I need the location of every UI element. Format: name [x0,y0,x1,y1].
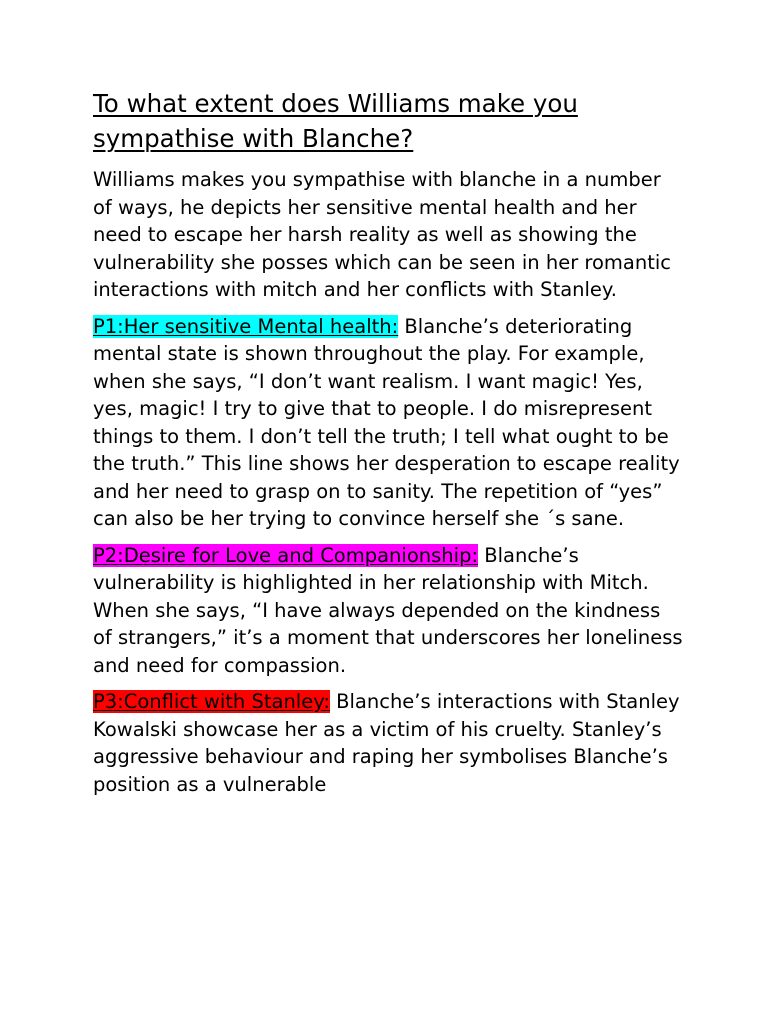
paragraph-p1-text: Blanche’s deteriorating mental state is shown throughout the play. For example, when she says, “I don’t want realism. I want magic! Yes, yes, magic! I try to give that to people. I do misrepresent things to them. I don’t tell the truth; I tell what ought to be the truth.” This line shows her desperation to escape reality and her need to grasp on to sanity. The repetition of “yes” can also be her trying to convince herself she ´s sane. [93,314,680,530]
paragraph-p3 [93,688,683,798]
document-title: To what extent does Williams make you sympathise with Blanche? [93,89,578,153]
paragraph-p3-heading: P3:Conflict with Stanley: [93,690,330,713]
paragraph-p1-heading: P1:Her sensitive Mental health: [93,314,399,338]
document-page [93,86,683,807]
paragraph-p2-heading: P2:Desire for Love and Companionship: [93,543,479,567]
intro-paragraph: Williams makes you sympathise with blanche in a number of ways, he depicts her sensitive mental health and her need to escape her harsh reality as well as showing the vulnerability she posses which can be seen in her romantic interactions with mitch and her conflicts with Stanley. [93,168,672,301]
paragraph-p1 [93,313,683,533]
paragraph-p2-text: Blanche’s vulnerability is highlighted in her relationship with Mitch. When she says, “I have always depended on the kindness of strangers,” it’s a moment that underscores her loneliness and need for compassion. [93,543,683,677]
paragraph-p3-text: Blanche’s interactions with Stanley Kowalski showcase her as a victim of his cruelty. Stanley’s aggressive behaviour and raping her symbolises Blanche’s position as a vulnerable [93,690,680,796]
paragraph-p2 [93,542,683,680]
